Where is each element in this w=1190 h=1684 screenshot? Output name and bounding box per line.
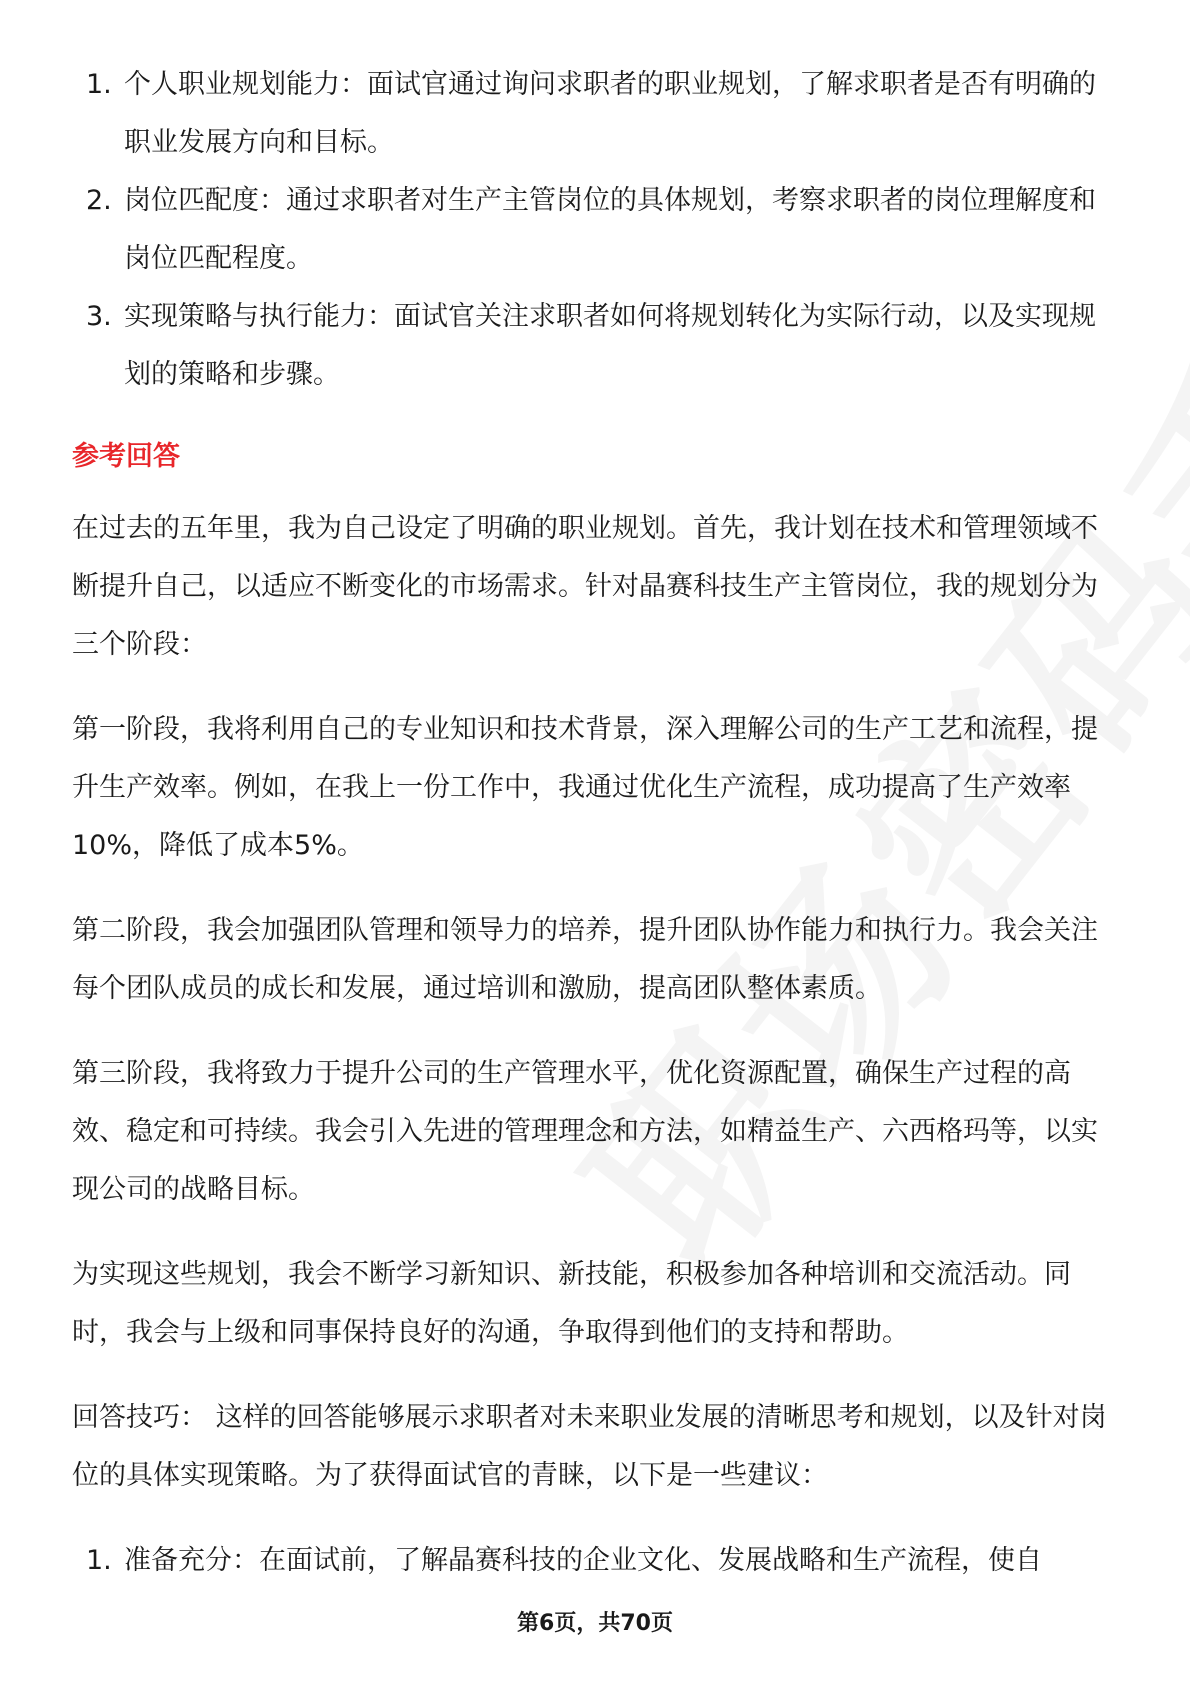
- list-number: 1.: [86, 69, 112, 100]
- list-number: 2.: [86, 185, 112, 216]
- list-item: [72, 1532, 1122, 1590]
- list-number: 1.: [86, 1545, 112, 1576]
- paragraph: 在过去的五年里，我为自己设定了明确的职业规划。首先，我计划在技术和管理领域不断提升自己，以适应不断变化的市场需求。针对晶赛科技生产主管岗位，我的规划分为三个阶段：: [72, 513, 1098, 660]
- paragraph: 回答技巧： 这样的回答能够展示求职者对未来职业发展的清晰思考和规划，以及针对岗位的具体实现策略。为了获得面试官的青睐，以下是一些建议：: [72, 1402, 1107, 1491]
- paragraph: 第二阶段，我会加强团队管理和领导力的培养，提升团队协作能力和执行力。我会关注每个团队成员的成长和发展，通过培训和激励，提高团队整体素质。: [72, 915, 1098, 1004]
- criteria-list: [72, 56, 1122, 404]
- page-footer: 第6页，共70页: [517, 1611, 673, 1636]
- list-text: 准备充分：在面试前，了解晶赛科技的企业文化、发展战略和生产流程，使自: [124, 1545, 1042, 1576]
- list-text: 实现策略与执行能力：面试官关注求职者如何将规划转化为实际行动，以及实现规划的策略和步骤。: [124, 301, 1096, 390]
- list-text: 个人职业规划能力：面试官通过询问求职者的职业规划，了解求职者是否有明确的职业发展方向和目标。: [124, 69, 1096, 158]
- paragraph: 为实现这些规划，我会不断学习新知识、新技能，积极参加各种培训和交流活动。同时，我会与上级和同事保持良好的沟通，争取得到他们的支持和帮助。: [72, 1259, 1071, 1348]
- list-item: [72, 288, 1122, 404]
- paragraph: 第一阶段，我将利用自己的专业知识和技术背景，深入理解公司的生产工艺和流程，提升生产效率。例如，在我上一份工作中，我通过优化生产流程，成功提高了生产效率10%，降低了成本5%。: [72, 714, 1098, 861]
- tips-list: [72, 1532, 1122, 1590]
- list-item: [72, 172, 1122, 288]
- section-title: 参考回答: [72, 441, 180, 472]
- list-text: 岗位匹配度：通过求职者对生产主管岗位的具体规划，考察求职者的岗位理解度和岗位匹配程度。: [124, 185, 1096, 274]
- document-page: [72, 56, 1122, 1590]
- paragraph: 第三阶段，我将致力于提升公司的生产管理水平，优化资源配置，确保生产过程的高效、稳定和可持续。我会引入先进的管理理念和方法，如精益生产、六西格玛等，以实现公司的战略目标。: [72, 1058, 1098, 1205]
- list-number: 3.: [86, 301, 112, 332]
- list-item: [72, 56, 1122, 172]
